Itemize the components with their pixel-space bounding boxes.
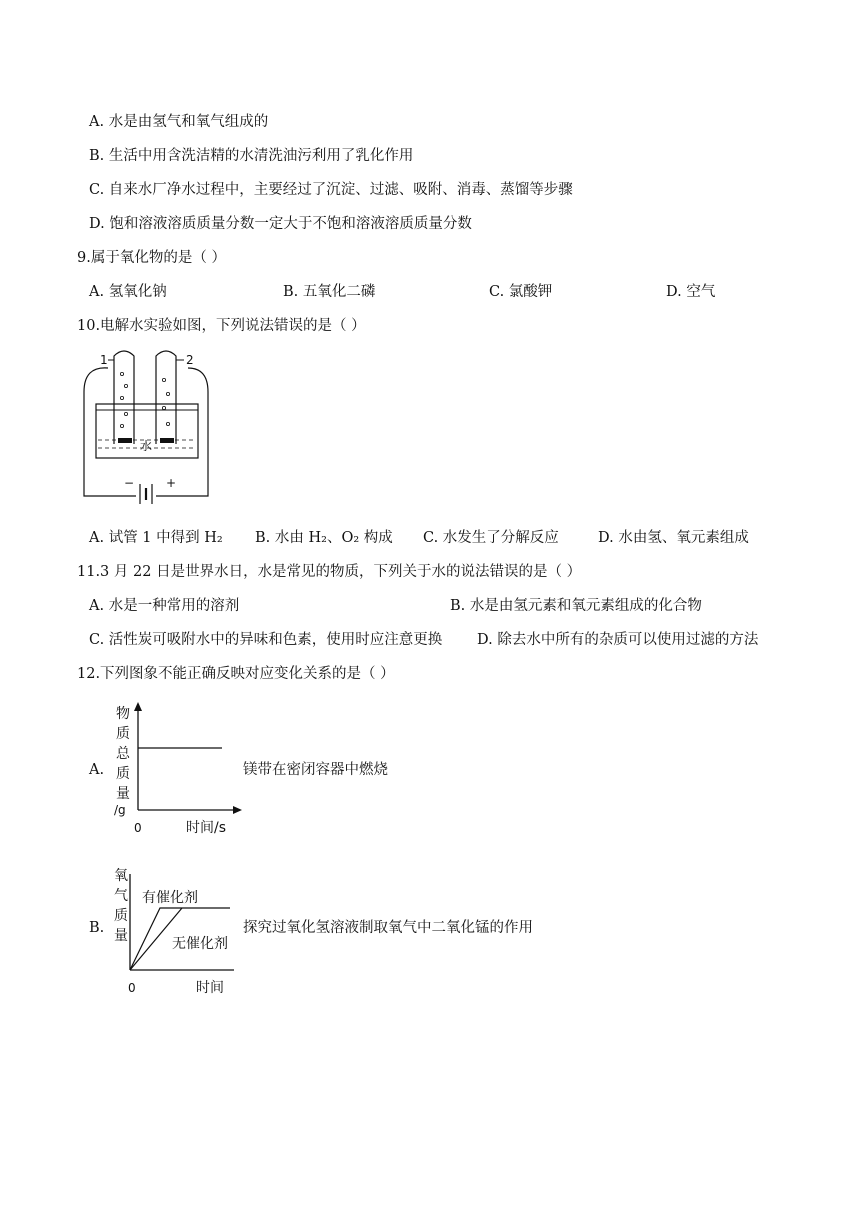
graph-b-ylabel-3: 量 [114,928,128,944]
q9-stem: 9.属于氧化物的是（ ） [77,250,226,266]
graph-a-ylabel-2: 总 [116,746,130,762]
graph-b-ylabel-2: 质 [114,908,128,924]
graph-b-ylabel-1: 气 [114,888,128,904]
q12-graph-a [108,700,248,840]
tube-label-1: 1 [100,353,108,367]
graph-b-curve1-label: 有催化剂 [142,890,198,906]
q11-stem: 11.3 月 22 日是世界水日，水是常见的物质，下列关于水的说法错误的是（ ） [77,564,582,580]
graph-b-origin: 0 [128,981,136,995]
q10-option-b: B. 水由 H₂、O₂ 构成 [255,530,393,546]
graph-b-ylabel-0: 氧 [114,868,128,884]
graph-b-curve2-label: 无催化剂 [172,936,228,952]
q11-option-d: D. 除去水中所有的杂质可以使用过滤的方法 [477,632,759,648]
q12-a-letter: A. [89,762,105,778]
q10-stem: 10.电解水实验如图，下列说法错误的是（ ） [77,318,366,334]
q8-option-c: C. 自来水厂净水过程中，主要经过了沉淀、过滤、吸附、消毒、蒸馏等步骤 [89,182,573,198]
battery-minus: − [124,476,135,490]
electrolysis-apparatus-figure [78,344,218,504]
q8-option-b: B. 生活中用含洗洁精的水清洗油污利用了乳化作用 [89,148,414,164]
q9-option-a: A. 氢氧化钠 [89,284,167,300]
q12-b-caption: 探究过氧化氢溶液制取氧气中二氧化锰的作用 [243,920,533,936]
q9-option-b: B. 五氧化二磷 [283,284,376,300]
graph-a-ylabel-3: 质 [116,766,130,782]
q9-option-c: C. 氯酸钾 [489,284,553,300]
q12-graph-b [108,860,248,1000]
tube-label-2: 2 [186,353,194,367]
q12-stem: 12.下列图象不能正确反映对应变化关系的是（ ） [77,666,395,682]
q11-option-c: C. 活性炭可吸附水中的异味和色素，使用时应注意更换 [89,632,443,648]
graph-a-ylabel-1: 质 [116,726,130,742]
q12-a-caption: 镁带在密闭容器中燃烧 [243,762,388,778]
q10-option-a: A. 试管 1 中得到 H₂ [89,530,223,546]
graph-b-xlabel: 时间 [196,980,224,996]
graph-a-ylabel-4: 量 [116,786,130,802]
q12-b-letter: B. [89,920,105,936]
graph-a-ylabel-0: 物 [116,706,130,722]
q11-option-a: A. 水是一种常用的溶剂 [89,598,240,614]
q10-option-d: D. 水由氢、氧元素组成 [598,530,749,546]
graph-a-xlabel: 时间/s [186,820,227,836]
q8-option-a: A. 水是由氢气和氧气组成的 [89,114,269,130]
graph-a-ylabel-5: /g [114,803,126,817]
q9-option-d: D. 空气 [666,284,716,300]
q8-option-d: D. 饱和溶液溶质质量分数一定大于不饱和溶液溶质质量分数 [89,216,472,232]
water-label: 水 [140,439,153,453]
battery-plus: + [166,476,177,490]
q11-option-b: B. 水是由氢元素和氧元素组成的化合物 [450,598,702,614]
graph-a-origin: 0 [134,821,142,835]
q10-option-c: C. 水发生了分解反应 [423,530,559,546]
